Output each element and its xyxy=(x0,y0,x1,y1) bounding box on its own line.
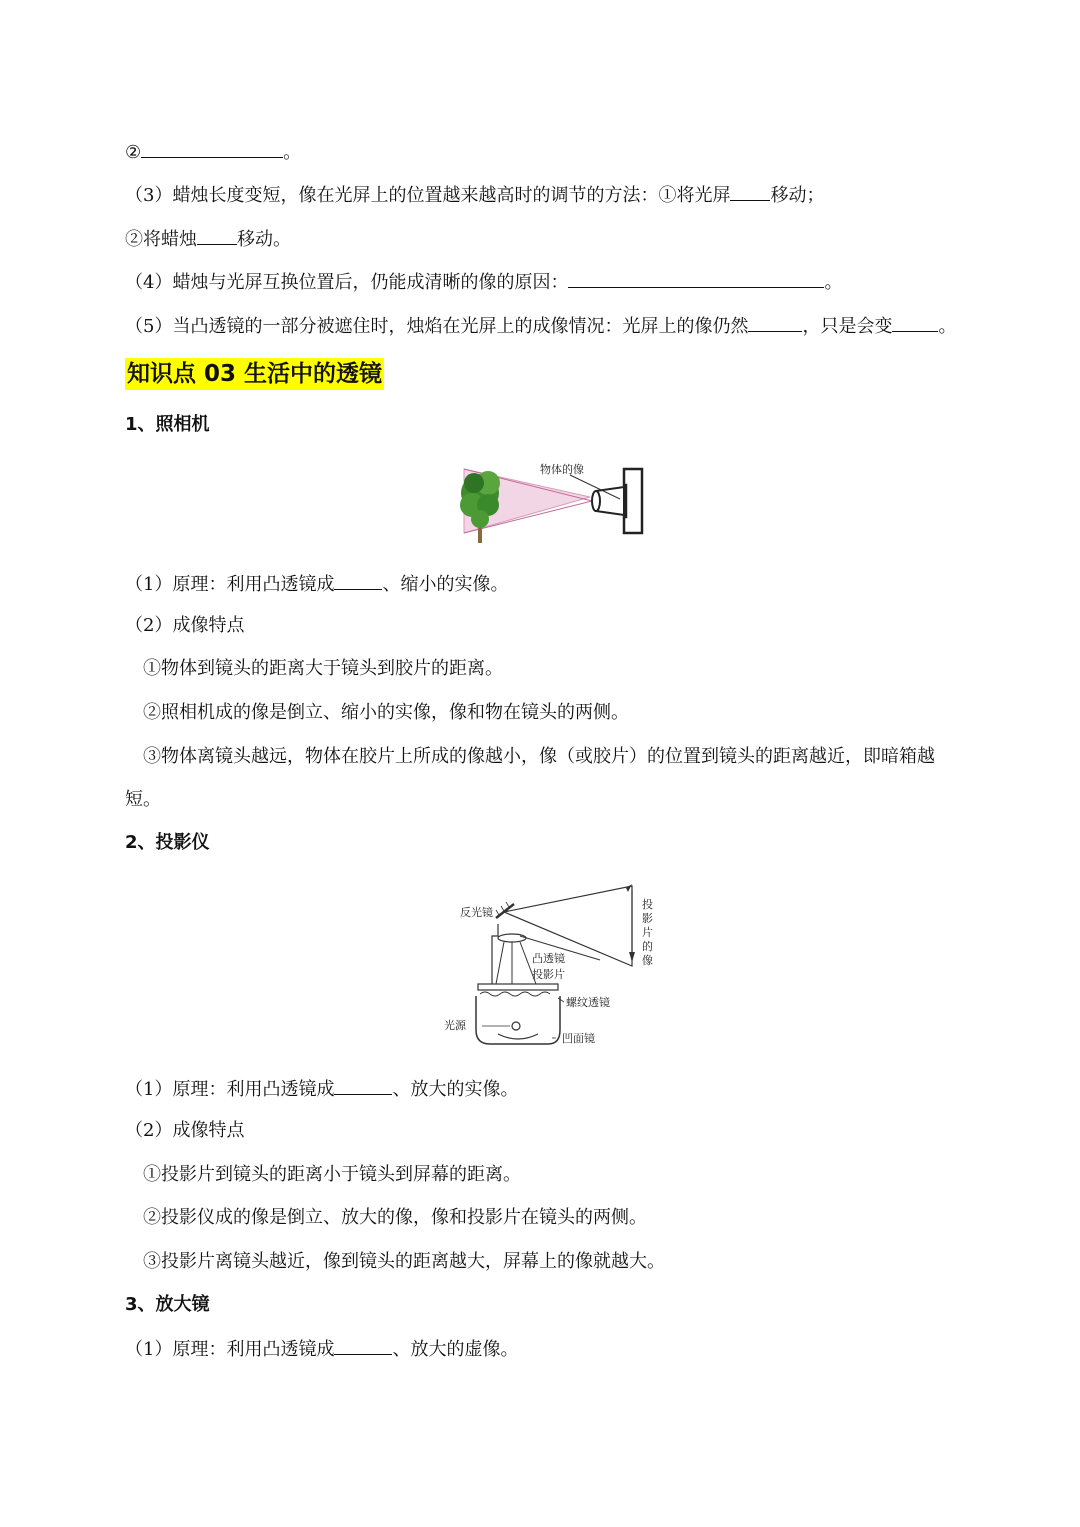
projector-feature-2: ②投影仪成的像是倒立、放大的像，像和投影片在镜头的两侧。 xyxy=(143,1207,647,1228)
section-title: 知识点 03 生活中的透镜 xyxy=(125,358,384,390)
reflector-hatch xyxy=(506,902,509,907)
label-slide: 投影片 xyxy=(532,968,565,981)
projector-principle: （1）原理：利用凸透镜成 、放大的实像。 xyxy=(125,1076,518,1102)
arrow-head-icon xyxy=(629,952,635,962)
reflector-hatch xyxy=(501,906,504,911)
fresnel-lens xyxy=(480,992,550,996)
camera-heading: 1、照相机 xyxy=(125,414,210,435)
camera-features-heading: （2）成像特点 xyxy=(125,615,245,636)
label-pointer xyxy=(558,998,564,1002)
light-bulb-icon xyxy=(512,1022,520,1030)
reflector-hatch xyxy=(496,910,499,915)
camera-diagram xyxy=(450,455,650,547)
camera-feature-2: ②照相机成的像是倒立、缩小的实像，像和物在镜头的两侧。 xyxy=(143,702,629,723)
answer-blank[interactable] xyxy=(334,1336,392,1355)
projector-feature-3: ③投影片离镜头越近，像到镜头的距离越大，屏幕上的像就越大。 xyxy=(143,1251,665,1272)
convex-lens xyxy=(498,934,526,942)
answer-blank[interactable] xyxy=(892,313,938,332)
concave-mirror xyxy=(498,1034,538,1039)
label-fresnel: 螺纹透镜 xyxy=(566,996,610,1009)
answer-blank[interactable] xyxy=(197,226,237,245)
camera-lens xyxy=(592,491,600,511)
question-4-line: （4）蜡烛与光屏互换位置后，仍能成清晰的像的原因： 。 xyxy=(125,269,842,295)
label-image-2: 影 xyxy=(642,912,653,925)
answer-blank[interactable] xyxy=(730,182,770,201)
answer-blank[interactable] xyxy=(141,139,283,158)
camera-body xyxy=(624,469,642,533)
answer-blank[interactable] xyxy=(748,313,802,332)
camera-feature-3: ③物体离镜头越远，物体在胶片上所成的像越小，像（或胶片）的位置到镜头的距离越近，即暗箱越 xyxy=(143,746,935,767)
projector-features-heading: （2）成像特点 xyxy=(125,1120,245,1141)
projector-feature-1: ①投影片到镜头的距离小于镜头到屏幕的距离。 xyxy=(143,1164,521,1185)
projector-heading: 2、投影仪 xyxy=(125,832,210,853)
lens-housing xyxy=(492,924,498,984)
question-3-line-b: ②将蜡烛 移动。 xyxy=(125,226,291,252)
answer-blank[interactable] xyxy=(334,571,382,590)
projector-frame xyxy=(478,984,558,990)
answer-blank[interactable] xyxy=(334,1076,392,1095)
answer-blank[interactable] xyxy=(568,269,824,288)
label-concave-mirror: 凹面镜 xyxy=(562,1032,595,1045)
camera-feature-1: ①物体到镜头的距离大于镜头到胶片的距离。 xyxy=(143,658,503,679)
light-cone xyxy=(504,886,632,966)
question-3-line: （3）蜡烛长度变短，像在光屏上的位置越来越高时的调节的方法：①将光屏 移动； xyxy=(125,182,824,208)
label-image-1: 投 xyxy=(642,898,653,911)
question-line-2: ② 。 xyxy=(125,139,301,165)
magnifier-heading: 3、放大镜 xyxy=(125,1294,210,1315)
arrow-head-icon xyxy=(626,884,632,892)
label-image-4: 的 xyxy=(642,940,653,953)
camera-principle: （1）原理：利用凸透镜成 、缩小的实像。 xyxy=(125,571,508,597)
camera-feature-3-cont: 短。 xyxy=(125,789,161,810)
figure-label: 物体的像 xyxy=(540,463,584,476)
projector-box xyxy=(476,996,560,1044)
label-convex-lens: 凸透镜 xyxy=(532,952,565,965)
light-ray xyxy=(496,942,504,984)
question-5-line: （5）当凸透镜的一部分被遮住时，烛焰在光屏上的成像情况：光屏上的像仍然 ，只是会变 。 xyxy=(125,313,956,339)
projector-diagram xyxy=(440,880,665,1050)
magnifier-principle: （1）原理：利用凸透镜成 、放大的虚像。 xyxy=(125,1336,518,1362)
label-image-3: 片 xyxy=(642,926,653,939)
label-image-5: 像 xyxy=(642,954,653,967)
label-light-source: 光源 xyxy=(444,1019,466,1032)
label-reflector: 反光镜 xyxy=(460,906,493,919)
